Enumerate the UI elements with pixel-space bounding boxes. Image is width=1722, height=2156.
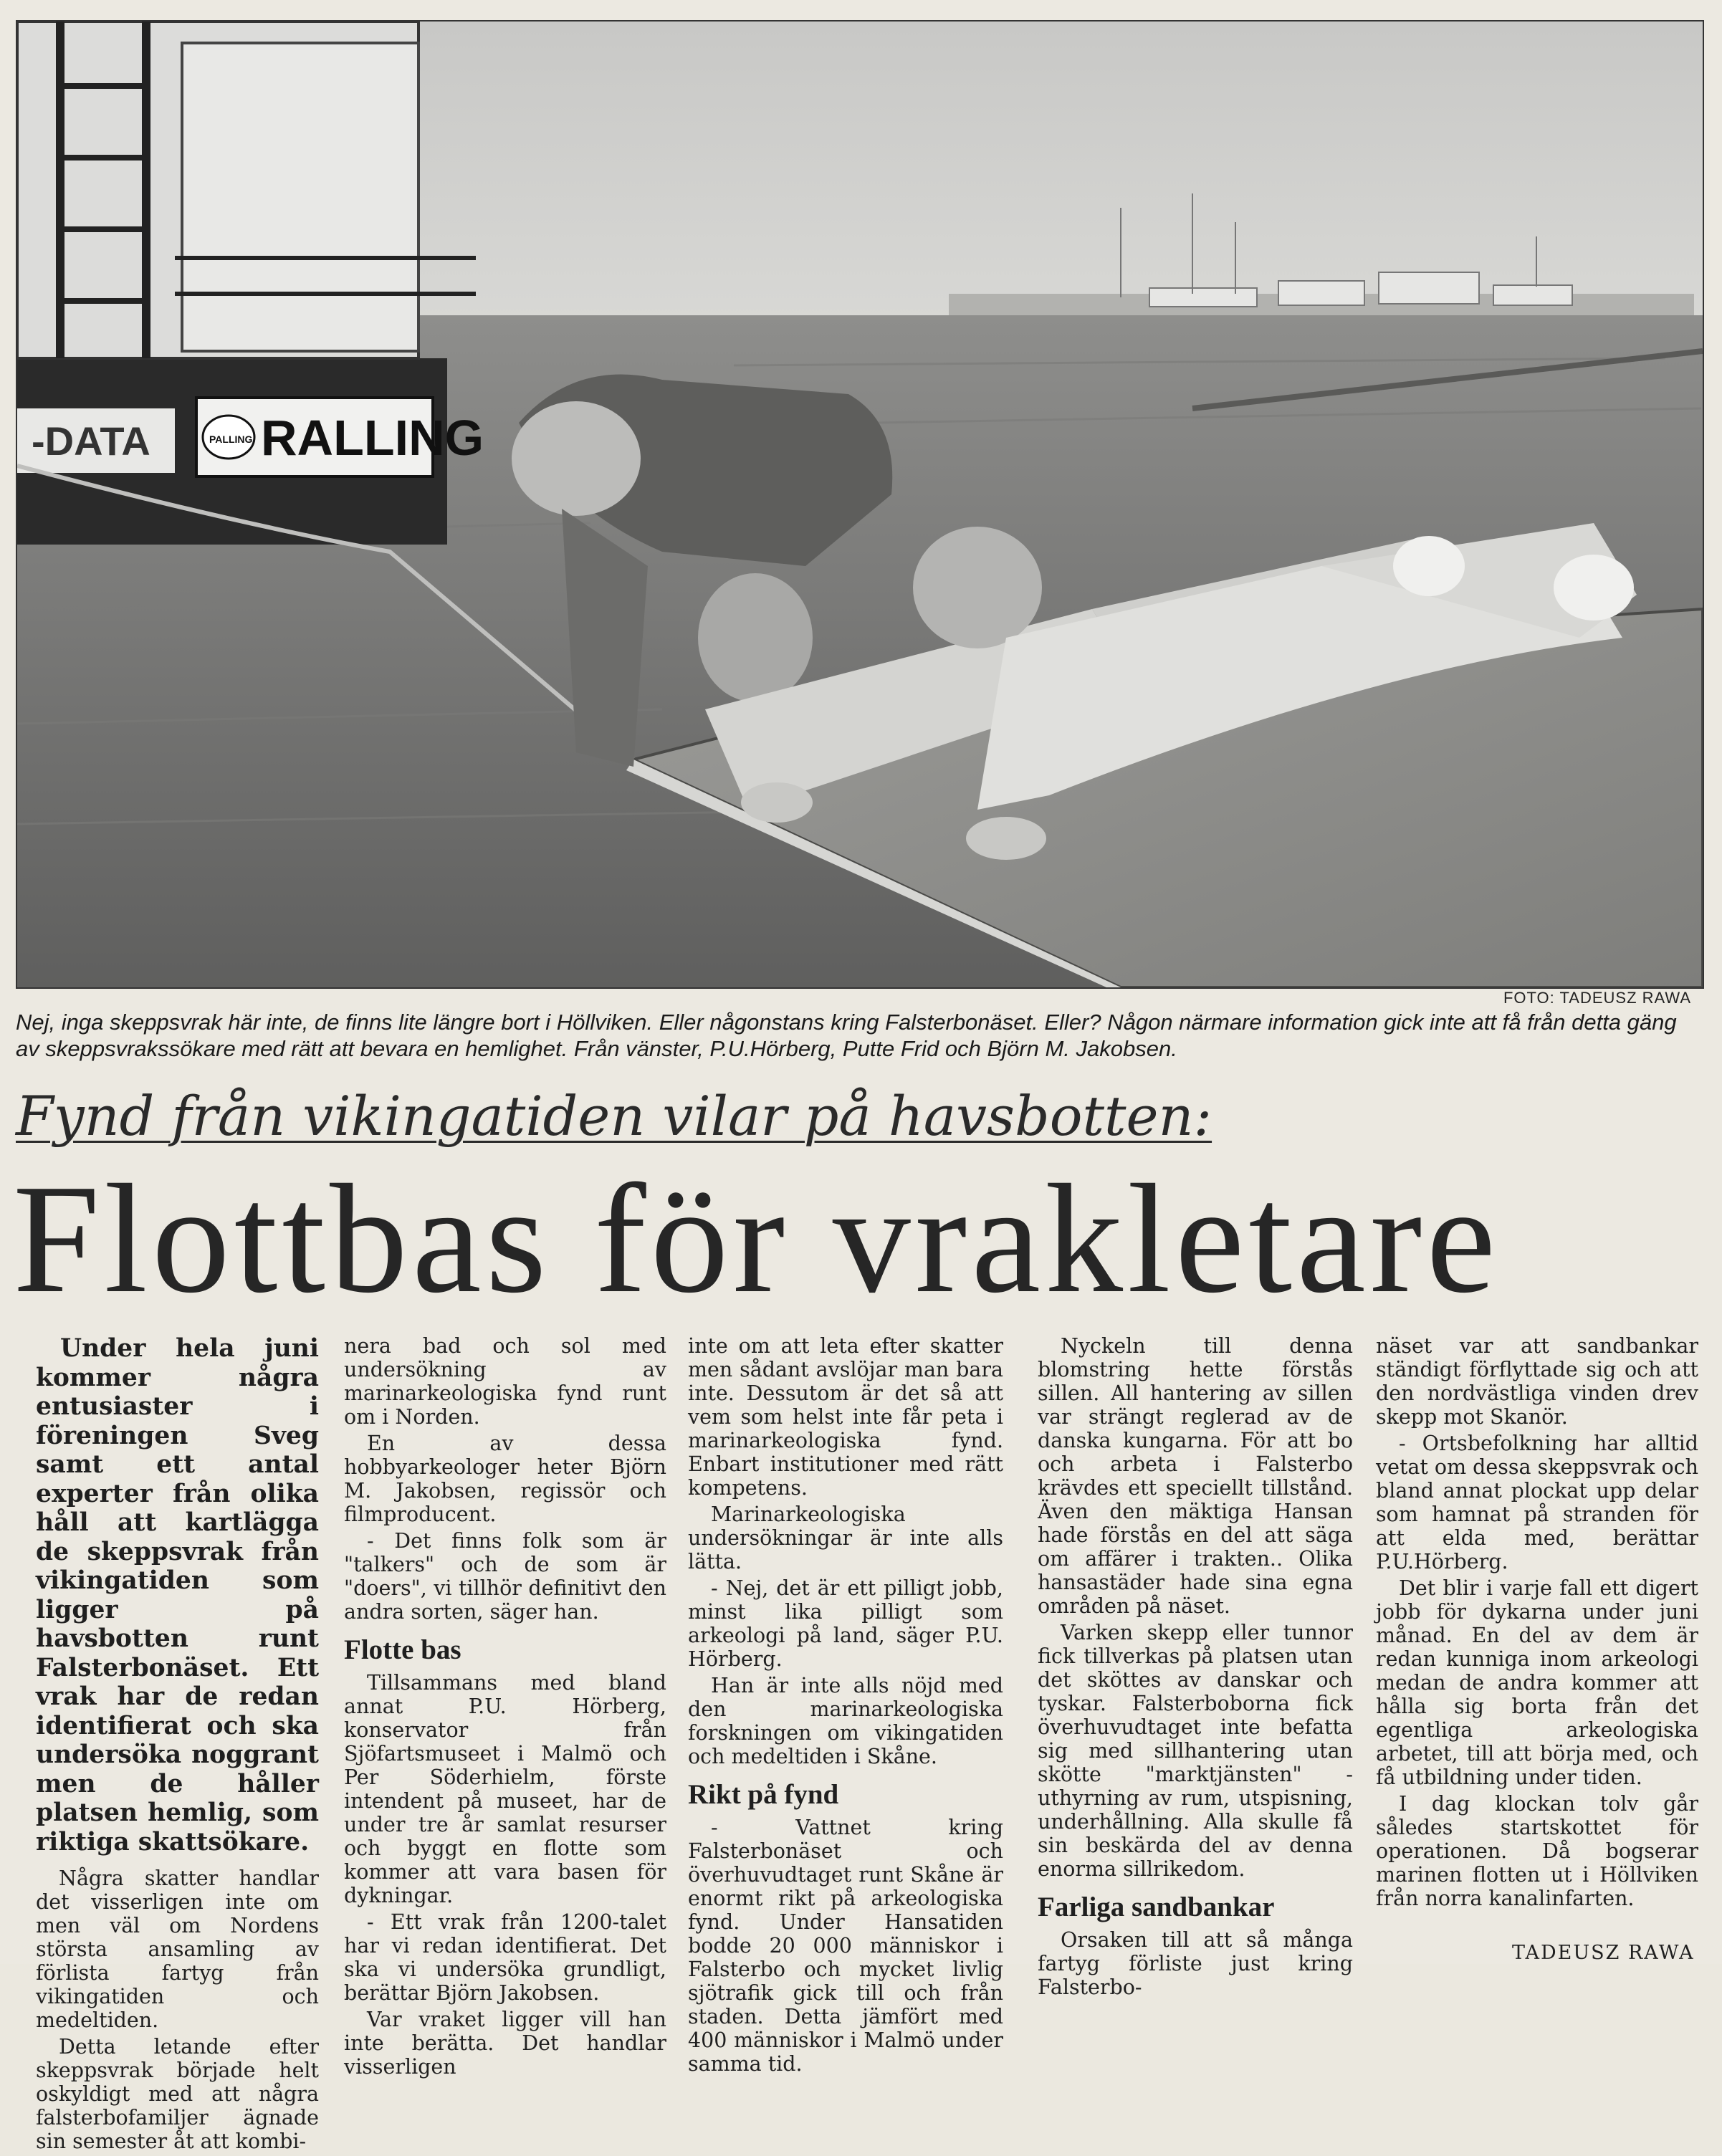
body-paragraph: Detta letande efter skeppsvrak började helt oskyldigt med att några falsterbofamiljer ägnade sin semester åt att kombi- — [36, 2035, 319, 2153]
byline-signature: TADEUSZ RAWA — [1512, 1942, 1695, 1964]
body-paragraph: En av dessa hobbyarkeologer heter Björn M. Jakobsen, regissör och filmproducent. — [344, 1432, 666, 1526]
news-photo — [16, 20, 1704, 989]
body-paragraph: Marinarkeologiska undersökningar är inte alls lätta. — [688, 1503, 1003, 1573]
body-paragraph: Det blir i varje fall ett digert jobb för dykarna under juni månad. En del av dem är redan kunniga inom arkeologi medan de andra kommer att hålla sig borta från det egentliga arkeologiska arbetet, till att börja med, och få utbildning under tiden. — [1376, 1576, 1698, 1789]
kicker-heading: Fynd från vikingatiden vilar på havsbotten: — [16, 1084, 1212, 1148]
subheading-flotte-bas: Flotte bas — [344, 1634, 461, 1665]
subheading-rikt-pa-fynd: Rikt på fynd — [688, 1779, 839, 1810]
body-paragraph: - Ett vrak från 1200-talet har vi redan identifierat. Det ska vi undersöka grundligt, berättar Björn Jakobsen. — [344, 1910, 666, 2005]
sign-left-text: -DATA — [32, 418, 150, 464]
photo-credit: FOTO: TADEUSZ RAWA — [1503, 989, 1691, 1007]
body-paragraph: Varken skepp eller tunnor fick tillverkas på platsen utan det sköttes av danskar och tyskar. Falsterboborna fick överhuvudtaget inte befatta sig med sillhantering utan skötte "marktjänsten" - uthyrning av rum, utspisning, underhållning. Alla skulle få sin beskärda del av denna enorma sillrikedom. — [1038, 1621, 1353, 1881]
body-paragraph: I dag klockan tolv går således startskottet för operationen. Då bogserar marinen flotten ut i Höllviken från norra kanalinfarten. — [1376, 1792, 1698, 1910]
body-paragraph: nera bad och sol med undersökning av marinarkeologiska fynd runt om i Norden. — [344, 1334, 666, 1429]
body-paragraph: Nyckeln till denna blomstring hette förstås sillen. All hantering av sillen var strängt reglerad av de danska kungarna. För att bo och arbeta i Falsterbo krävdes ett speciellt tillstånd. Även den mäktiga Hansan hade förstås en del att säga om affärer i trakten.. Olika hansastäder hade sina egna områden på näset. — [1038, 1334, 1353, 1618]
body-paragraph: Var vraket ligger vill han inte berätta. Det handlar visserligen — [344, 2008, 666, 2079]
body-paragraph: inte om att leta efter skatter men sådant avslöjar man bara inte. Dessutom är det så att vem som helst inte får peta i marinarkeologiska fynd. Enbart institutioner med rätt kompetens. — [688, 1334, 1003, 1500]
body-paragraph: Några skatter handlar det visserligen inte om men väl om Nordens största ansamling av förlista fartyg från vikingatiden och medeltiden. — [36, 1867, 319, 2032]
column-1 — [36, 1334, 319, 2156]
body-paragraph: Han är inte alls nöjd med den marinarkeologiska forskningen om vikingatiden och medeltiden i Skåne. — [688, 1674, 1003, 1768]
column-4 — [1038, 1334, 1353, 2002]
column-2 — [344, 1334, 666, 2081]
body-paragraph: Orsaken till att så många fartyg förliste just kring Falsterbo- — [1038, 1928, 1353, 1999]
body-paragraph: - Nej, det är ett pilligt jobb, minst lika pilligt som arkeologi på land, säger P.U. Hörberg. — [688, 1576, 1003, 1671]
headline: Flottbas för vrakletare — [13, 1153, 1501, 1326]
floating-house — [17, 21, 484, 545]
lead-paragraph: Under hela juni kommer några entusiaster i föreningen Sveg samt ett antal experter från olika håll att kartlägga de skeppsvrak från vikingatiden som ligger på havsbotten runt Falsterbonäset. Ett vrak har de redan identifierat och ska undersöka noggrant men de håller platsen hemlig, som riktiga skattsökare. — [36, 1334, 319, 1856]
subheading-farliga-sandbankar: Farliga sandbankar — [1038, 1892, 1275, 1922]
column-5 — [1376, 1334, 1698, 1913]
body-paragraph: Tillsammans med bland annat P.U. Hörberg, konservator från Sjöfartsmuseet i Malmö och Per Söderhielm, förste intendent på museet, har de under tre år samlat resurser och byggt en flotte som kommer att vara basen för dykningar. — [344, 1671, 666, 1907]
body-paragraph: - Det finns folk som är "talkers" och de som är "doers", vi tillhör definitivt den andra sorten, säger han. — [344, 1529, 666, 1624]
body-paragraph: näset var att sandbankar ständigt förflyttade sig och att den nordvästliga vinden drev skepp mot Skanör. — [1376, 1334, 1698, 1429]
photo-caption: Nej, inga skeppsvrak här inte, de finns lite längre bort i Höllviken. Eller någonstans kring Falsterbonäset. Eller? Någon närmare information gick inte att få från detta gäng av skeppsvrakssökare med rätt att bevara en hemlighet. Från vänster, P.U.Hörberg, Putte Frid och Björn M. Jakobsen. — [16, 1010, 1677, 1061]
body-paragraph: - Vattnet kring Falsterbonäset och överhuvudtaget runt Skåne är enormt rikt på arkeologiska fynd. Under Hansatiden bodde 20 000 människor i Falsterbo och mycket livlig sjötrafik gick till och från staden. Detta jämfört med 400 människor i Malmö under samma tid. — [688, 1816, 1003, 2076]
photo-drawing — [17, 21, 1703, 987]
palling-logo-text: PALLING — [209, 433, 253, 445]
sign-text: RALLING — [261, 410, 484, 466]
body-paragraph: - Ortsbefolkning har alltid vetat om dessa skeppsvrak och bland annat plockat upp delar som hamnat på stranden för att elda med, berättar P.U.Hörberg. — [1376, 1432, 1698, 1573]
column-3 — [688, 1334, 1003, 2079]
